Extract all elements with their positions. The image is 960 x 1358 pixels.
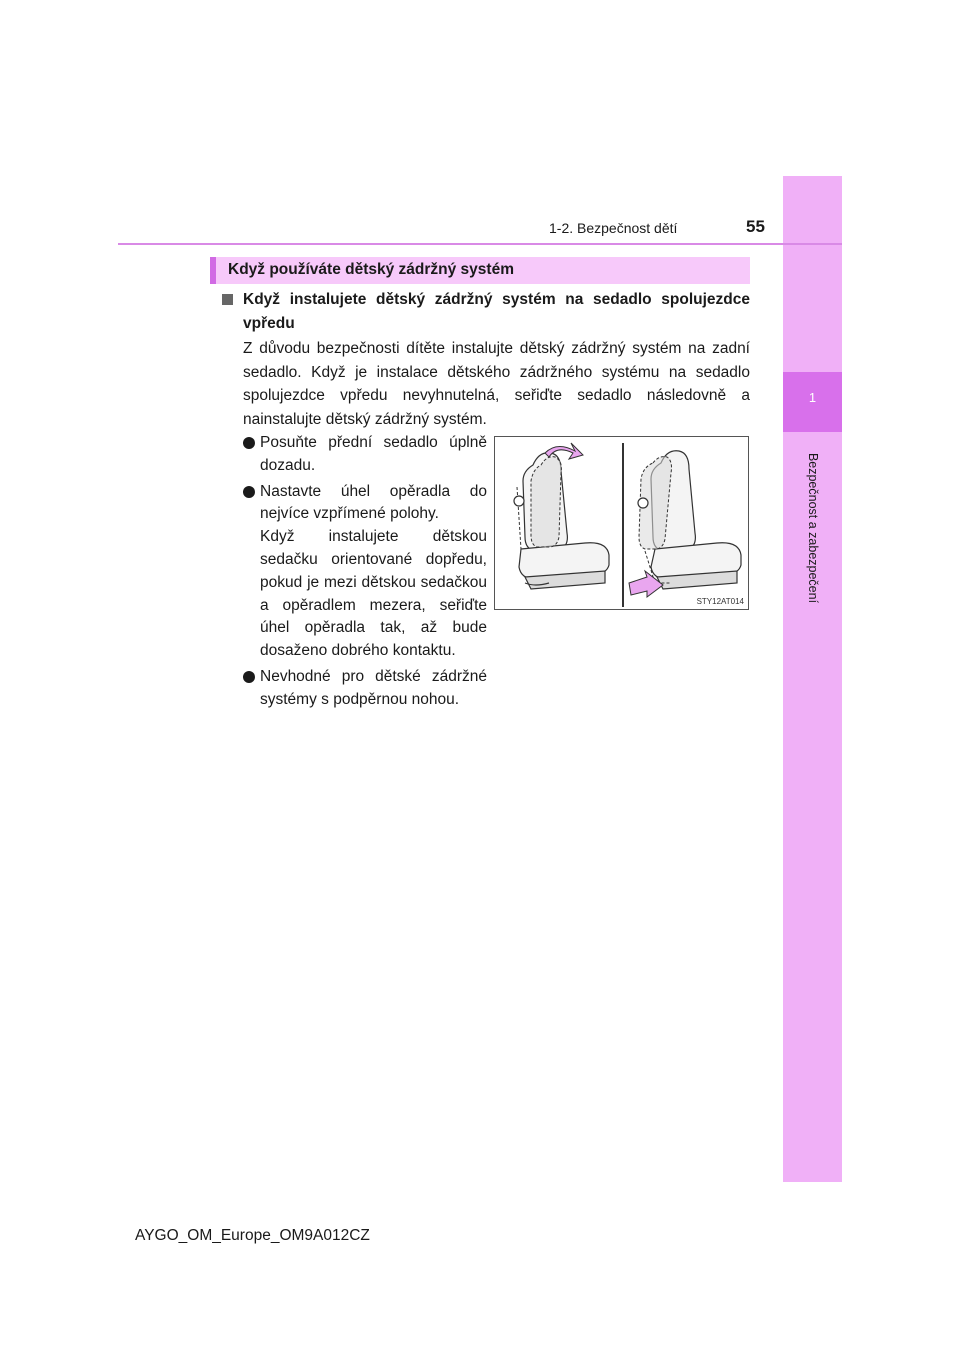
square-bullet-icon — [222, 294, 233, 305]
bullet-dot-icon — [243, 437, 255, 449]
bullet-dot-icon — [243, 486, 255, 498]
right-seat-knob — [638, 498, 648, 508]
bullet-text: Posuňte přední sedadlo úplně dozadu. — [260, 434, 487, 474]
subsection-heading-text: Když instalujete dětský zádržný systém na sedadlo spolujezdce vpředu — [243, 291, 750, 332]
header-rule — [118, 243, 842, 245]
intro-paragraph: Z důvodu bezpečnosti dítěte instalujte dětský zádržný systém na zadní sedadlo. Když je instalace dětského zádržného systému na sedadlo spolujezdce vpředu nevyhnutelná, seřiďte sedadlo následovně a nainstalujte dětský zádržný systém. — [243, 340, 750, 428]
section-banner — [210, 257, 750, 284]
seat-illustration — [495, 437, 748, 609]
section-title: Když používáte dětský zádržný systém — [228, 261, 514, 278]
bullet-text: Nastavte úhel opěradla do nejvíce vzpřímené polohy. — [260, 482, 487, 523]
header-section-title: 1-2. Bezpečnost dětí — [549, 220, 678, 236]
chapter-side-tab — [783, 176, 842, 1182]
bullet-note: Když instalujete dětskou sedačku orientované dopředu, pokud je mezi dětskou sedačkou a opěradlem mezera, seřiďte úhel opěradla tak, až bude dosaženo dobrého kontaktu. — [260, 528, 487, 660]
bullet-item — [243, 432, 487, 478]
bullet-text: Nevhodné pro dětské zádržné systémy s podpěrnou nohou. — [260, 667, 487, 708]
chapter-title: Bezpečnost a zabezpečení — [806, 452, 820, 604]
figure-code: STY12AT014 — [696, 597, 744, 606]
footer-doc-id: AYGO_OM_Europe_OM9A012CZ — [135, 1227, 370, 1244]
seat-adjustment-figure — [494, 436, 749, 610]
bullet-item — [243, 481, 487, 663]
bullet-dot-icon — [243, 671, 255, 683]
left-seat-knob — [514, 496, 524, 506]
chapter-number: 1 — [808, 390, 817, 405]
bullet-list — [243, 432, 487, 715]
page-number: 55 — [746, 217, 765, 236]
subsection-heading — [222, 288, 750, 336]
bullet-item — [243, 666, 487, 712]
